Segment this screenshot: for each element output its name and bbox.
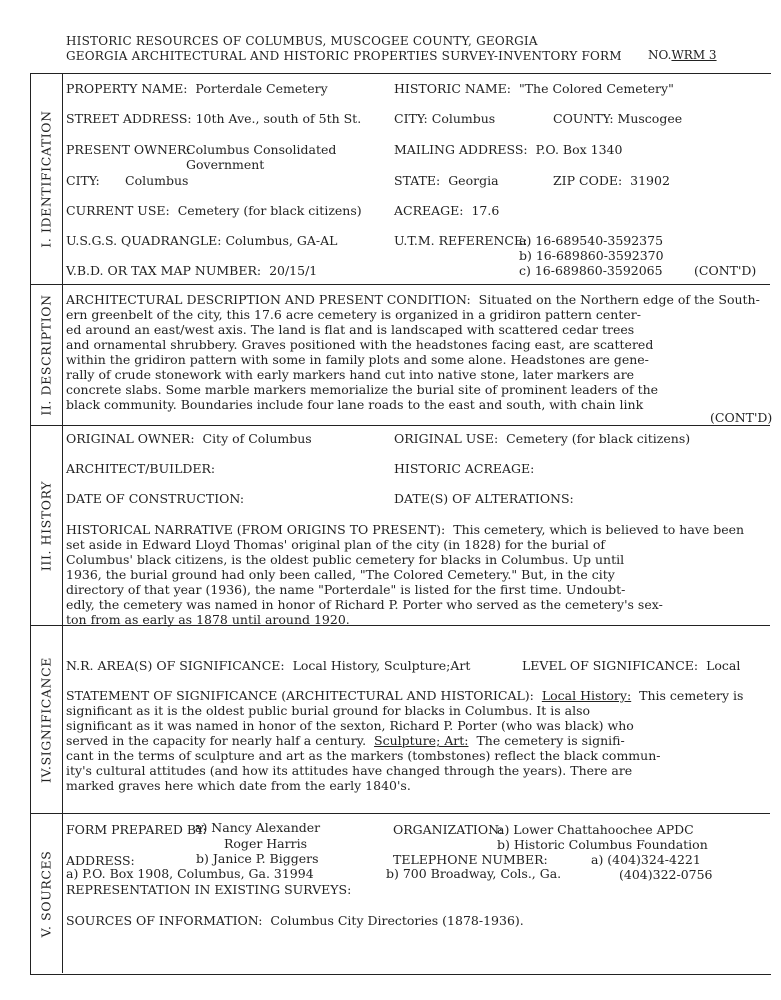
- section-divider: [30, 425, 770, 426]
- section-divider: [30, 284, 770, 285]
- county-label: COUNTY:: [553, 111, 614, 126]
- current-use-label: CURRENT USE:: [66, 203, 170, 218]
- utm-continued: (CONT'D): [694, 263, 757, 278]
- historic-name-field: [394, 81, 674, 96]
- statement-line: marked graves here which date from the early 1840's.: [66, 778, 411, 793]
- representation-label: REPRESENTATION IN EXISTING SURVEYS:: [66, 882, 352, 897]
- section-label-description: II. DESCRIPTION: [38, 294, 54, 416]
- current-use-value: Cemetery (for black citizens): [177, 203, 362, 218]
- narrative-text: This cemetery, which is believed to have been: [453, 522, 745, 537]
- header-line-1: HISTORIC RESOURCES OF COLUMBUS, MUSCOGEE COUNTY, GEORGIA: [66, 34, 538, 48]
- preparer-b: b) Janice P. Biggers: [196, 851, 319, 866]
- historic-name-value: "The Colored Cemetery": [518, 81, 674, 96]
- section-label-sources: V. SOURCES: [38, 850, 54, 937]
- statement-line-1: [66, 688, 743, 703]
- description-line: and ornamental shrubbery. Graves positioned with the headstones facing east, are scattered: [66, 337, 654, 352]
- form-number-label: NO.: [648, 48, 672, 62]
- section-label-history: III. HISTORY: [38, 480, 54, 571]
- city-value: Columbus: [431, 111, 496, 126]
- present-owner-label: PRESENT OWNER:: [66, 142, 191, 157]
- organization-b: b) Historic Columbus Foundation: [497, 837, 708, 852]
- state-field: [394, 173, 499, 188]
- statement-line: ity's cultural attitudes (and how its attitudes have changed through the years). There are: [66, 763, 633, 778]
- telephone-a: a) (404)324-4221: [591, 852, 701, 867]
- street-address-field: [66, 111, 361, 126]
- organization-label: ORGANIZATION:: [393, 822, 503, 837]
- narrative-line: directory of that year (1936), the name "Porterdale" is listed for the first time. Undoubt-: [66, 582, 626, 597]
- current-use-field: [66, 203, 362, 218]
- narrative-line: 1936, the burial ground had only been called, "The Colored Cemetery." But, in the city: [66, 567, 615, 582]
- section-tab-identification: [30, 74, 63, 284]
- tax-map-label: V.B.D. OR TAX MAP NUMBER:: [66, 263, 262, 278]
- sources-of-information-label: SOURCES OF INFORMATION:: [66, 913, 263, 928]
- property-name-field: [66, 81, 328, 96]
- usgs-quadrangle-field: [66, 233, 337, 248]
- telephone-label: TELEPHONE NUMBER:: [393, 852, 548, 867]
- local-history-heading: Local History:: [541, 688, 632, 703]
- description-line: ern greenbelt of the city, this 17.6 acre cemetery is organized in a gridiron pattern center-: [66, 307, 641, 322]
- original-owner-value: City of Columbus: [202, 431, 312, 446]
- utm-reference-a: a) 16-689540-3592375: [519, 233, 664, 248]
- form-header: [66, 34, 622, 64]
- description-continued: (CONT'D): [710, 410, 773, 425]
- section-divider: [30, 813, 770, 814]
- tax-map-field: [66, 263, 317, 278]
- description-label: ARCHITECTURAL DESCRIPTION AND PRESENT CONDITION:: [66, 292, 471, 307]
- historic-name-label: HISTORIC NAME:: [394, 81, 511, 96]
- original-owner-label: ORIGINAL OWNER:: [66, 431, 195, 446]
- narrative-label: HISTORICAL NARRATIVE (FROM ORIGINS TO PRESENT):: [66, 522, 446, 537]
- telephone-b: (404)322-0756: [619, 867, 713, 882]
- mailing-address-label: MAILING ADDRESS:: [394, 142, 528, 157]
- section-label-identification: I. IDENTIFICATION: [38, 110, 54, 248]
- acreage-label: ACREAGE:: [394, 203, 464, 218]
- zip-code-value: 31902: [630, 173, 670, 188]
- level-of-significance-value: Local: [706, 658, 741, 673]
- utm-reference-b: b) 16-689860-3592370: [519, 248, 664, 263]
- owner-city-label: CITY:: [66, 173, 100, 188]
- narrative-line: edly, the cemetery was named in honor of Richard P. Porter who served as the cemetery's sex-: [66, 597, 663, 612]
- utm-reference-c: c) 16-689860-3592065: [519, 263, 663, 278]
- area-of-significance-label: N.R. AREA(S) OF SIGNIFICANCE:: [66, 658, 285, 673]
- form-number: [648, 48, 717, 62]
- narrative-line-1: [66, 522, 744, 537]
- statement-line-4: [66, 733, 625, 748]
- mailing-address-value: P.O. Box 1340: [535, 142, 623, 157]
- description-text: Situated on the Northern edge of the South-: [478, 292, 760, 307]
- statement-text: The cemetery is signifi-: [476, 733, 625, 748]
- narrative-line: Columbus' black citizens, is the oldest public cemetery for blacks in Columbus. Up until: [66, 552, 625, 567]
- county-value: Muscogee: [617, 111, 683, 126]
- section-tab-history: [30, 426, 63, 625]
- original-use-value: Cemetery (for black citizens): [506, 431, 691, 446]
- original-use-field: [394, 431, 690, 446]
- statement-text: This cemetery is: [639, 688, 744, 703]
- area-of-significance-value: Local History, Sculpture;Art: [292, 658, 471, 673]
- present-owner-line-1: Columbus Consolidated: [186, 142, 337, 157]
- form-number-value: WRM 3: [671, 48, 717, 62]
- section-tab-description: [30, 285, 63, 425]
- statement-line: cant in the terms of sculpture and art as the markers (tombstones) reflect the black commun-: [66, 748, 661, 763]
- sculpture-art-heading: Sculpture; Art:: [374, 733, 469, 748]
- usgs-quadrangle-label: U.S.G.S. QUADRANGLE:: [66, 233, 222, 248]
- section-label-significance: IV.SIGNIFICANCE: [38, 656, 54, 783]
- date-of-alterations-label: DATE(S) OF ALTERATIONS:: [394, 491, 574, 506]
- city-field: [394, 111, 495, 126]
- description-line: within the gridiron pattern with some in family plots and some alone. Headstones are gene-: [66, 352, 649, 367]
- original-owner-field: [66, 431, 312, 446]
- state-value: Georgia: [448, 173, 499, 188]
- area-of-significance-field: [66, 658, 470, 673]
- address-b: b) 700 Broadway, Cols., Ga.: [386, 866, 562, 881]
- historic-acreage-label: HISTORIC ACREAGE:: [394, 461, 535, 476]
- state-label: STATE:: [394, 173, 441, 188]
- sources-of-information-value: Columbus City Directories (1878-1936).: [270, 913, 524, 928]
- county-field: [553, 111, 682, 126]
- preparer-a-2: Roger Harris: [224, 836, 308, 851]
- date-of-construction-label: DATE OF CONSTRUCTION:: [66, 491, 245, 506]
- preparer-a: a) Nancy Alexander: [195, 820, 321, 835]
- section-tab-sources: [30, 814, 63, 973]
- property-name-label: PROPERTY NAME:: [66, 81, 188, 96]
- acreage-field: [394, 203, 499, 218]
- statement-text: served in the capacity for nearly half a century.: [66, 733, 367, 748]
- property-name-value: Porterdale Cemetery: [195, 81, 328, 96]
- statement-label: STATEMENT OF SIGNIFICANCE (ARCHITECTURAL AND HISTORICAL):: [66, 688, 534, 703]
- description-line: rally of crude stonework with early markers hand cut into native stone, later markers are: [66, 367, 635, 382]
- address-a: a) P.O. Box 1908, Columbus, Ga. 31994: [66, 866, 314, 881]
- narrative-line: ton from as early as 1878 until around 1920.: [66, 612, 350, 627]
- narrative-line: set aside in Edward Lloyd Thomas' original plan of the city (in 1828) for the burial of: [66, 537, 605, 552]
- utm-reference-label: U.T.M. REFERENCE:: [394, 233, 528, 248]
- statement-line: significant as it is the oldest public burial ground for blacks in Columbus. It is also: [66, 703, 591, 718]
- zip-code-field: [553, 173, 670, 188]
- sources-of-information-field: [66, 913, 524, 928]
- statement-line: significant as it was named in honor of the sexton, Richard P. Porter (who was black) who: [66, 718, 634, 733]
- description-line: ed around an east/west axis. The land is flat and is landscaped with scattered cedar trees: [66, 322, 635, 337]
- organization-a: a) Lower Chattahoochee APDC: [497, 822, 694, 837]
- form-prepared-by-label: FORM PREPARED BY:: [66, 822, 207, 837]
- original-use-label: ORIGINAL USE:: [394, 431, 499, 446]
- description-line-1: [66, 292, 760, 307]
- usgs-quadrangle-value: Columbus, GA-AL: [225, 233, 338, 248]
- street-address-label: STREET ADDRESS:: [66, 111, 192, 126]
- description-line: concrete slabs. Some marble markers memorialize the burial site of prominent leaders of the: [66, 382, 659, 397]
- level-of-significance-field: [522, 658, 740, 673]
- header-line-2: GEORGIA ARCHITECTURAL AND HISTORIC PROPERTIES SURVEY-INVENTORY FORM: [66, 49, 622, 63]
- zip-code-label: ZIP CODE:: [553, 173, 623, 188]
- acreage-value: 17.6: [471, 203, 500, 218]
- present-owner-line-2: Government: [186, 157, 265, 172]
- owner-city-value: Columbus: [125, 173, 189, 188]
- mailing-address-field: [394, 142, 622, 157]
- city-label: CITY:: [394, 111, 428, 126]
- section-tab-significance: [30, 626, 63, 813]
- description-line: black community. Boundaries include four lane roads to the east and south, with chain link: [66, 397, 644, 412]
- architect-builder-label: ARCHITECT/BUILDER:: [66, 461, 216, 476]
- tax-map-value: 20/15/1: [269, 263, 318, 278]
- address-label: ADDRESS:: [66, 853, 135, 868]
- street-address-value: 10th Ave., south of 5th St.: [195, 111, 362, 126]
- level-of-significance-label: LEVEL OF SIGNIFICANCE:: [522, 658, 699, 673]
